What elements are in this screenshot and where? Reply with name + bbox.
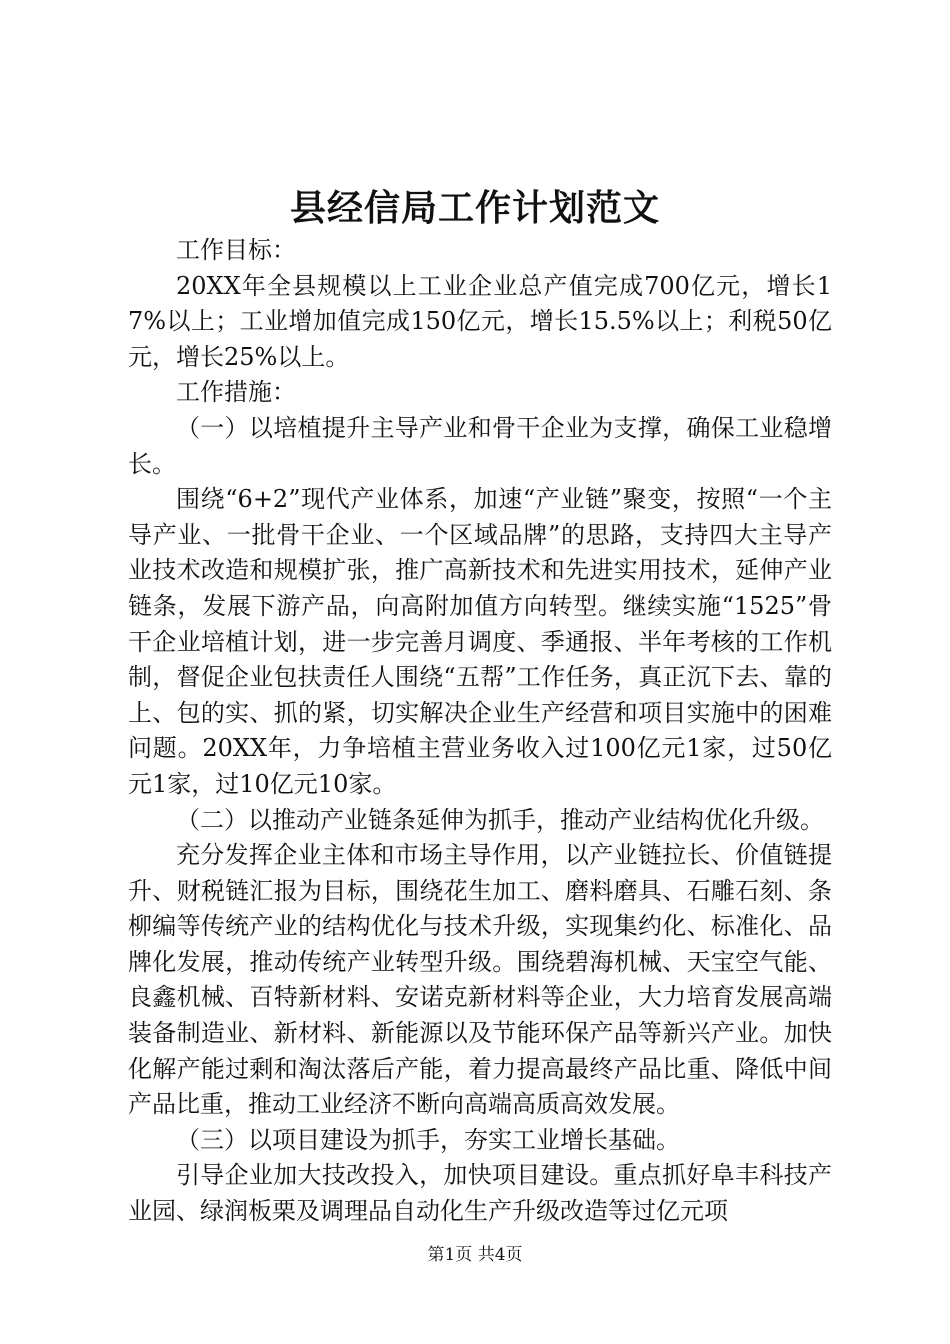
- paragraph-goal-heading: 工作目标：: [176, 236, 296, 264]
- page-footer: 第1页 共4页: [427, 1245, 523, 1265]
- paragraph-section-2-heading: （二）以推动产业链条延伸为抓手，推动产业结构优化升级。: [176, 805, 824, 834]
- paragraph-section-2-content: 充分发挥企业主体和市场主导作用，以产业链拉长、价值链提升、财税链汇报为目标，围绕花生加工、磨料磨具、石雕石刻、条柳编等传统产业的结构优化与技术升级，实现集约化、标准化、品牌化发展，推动传统产业转型升级。围绕碧海机械、天宝空气能、良鑫机械、百特新材料、安诺克新材料等企业，大力培育发展高端装备制造业、新材料、新能源以及节能环保产品等新兴产业。加快化解产能过剩和淘汰落后产能，着力提高最终产品比重、降低中间产品比重，推动工业经济不断向高端高质高效发展。: [128, 841, 832, 1119]
- paragraph-section-3-content: 引导企业加大技改投入，加快项目建设。重点抓好阜丰科技产业园、绿润板栗及调理品自动化生产升级改造等过亿元项: [128, 1161, 832, 1226]
- paragraph-section-1-content: 围绕“6+2”现代产业体系，加速“产业链”聚变，按照“一个主导产业、一批骨干企业、一个区域品牌”的思路，支持四大主导产业技术改造和规模扩张，推广高新技术和先进实用技术，延伸产业链条，发展下游产品，向高附加值方向转型。继续实施“1525”骨干企业培植计划，进一步完善月调度、季通报、半年考核的工作机制，督促企业包扶责任人围绕“五帮”工作任务，真正沉下去、靠的上、包的实、抓的紧，切实解决企业生产经营和项目实施中的困难问题。20XX年，力争培植主营业务收入过100亿元1家，过50亿元1家，过10亿元10家。: [128, 485, 832, 798]
- paragraph-section-3-heading: （三）以项目建设为抓手，夯实工业增长基础。: [176, 1125, 680, 1154]
- paragraph-goal-content: 20XX年全县规模以上工业企业总产值完成700亿元，增长17%以上；工业增加值完成150亿元，增长15.5%以上；利税50亿元，增长25%以上。: [128, 271, 832, 371]
- document-title: 县经信局工作计划范文: [289, 187, 660, 229]
- document-body: [128, 233, 832, 1230]
- paragraph-section-1-heading: （一）以培植提升主导产业和骨干企业为支撑，确保工业稳增长。: [128, 413, 832, 478]
- paragraph-measures-heading: 工作措施：: [176, 378, 296, 407]
